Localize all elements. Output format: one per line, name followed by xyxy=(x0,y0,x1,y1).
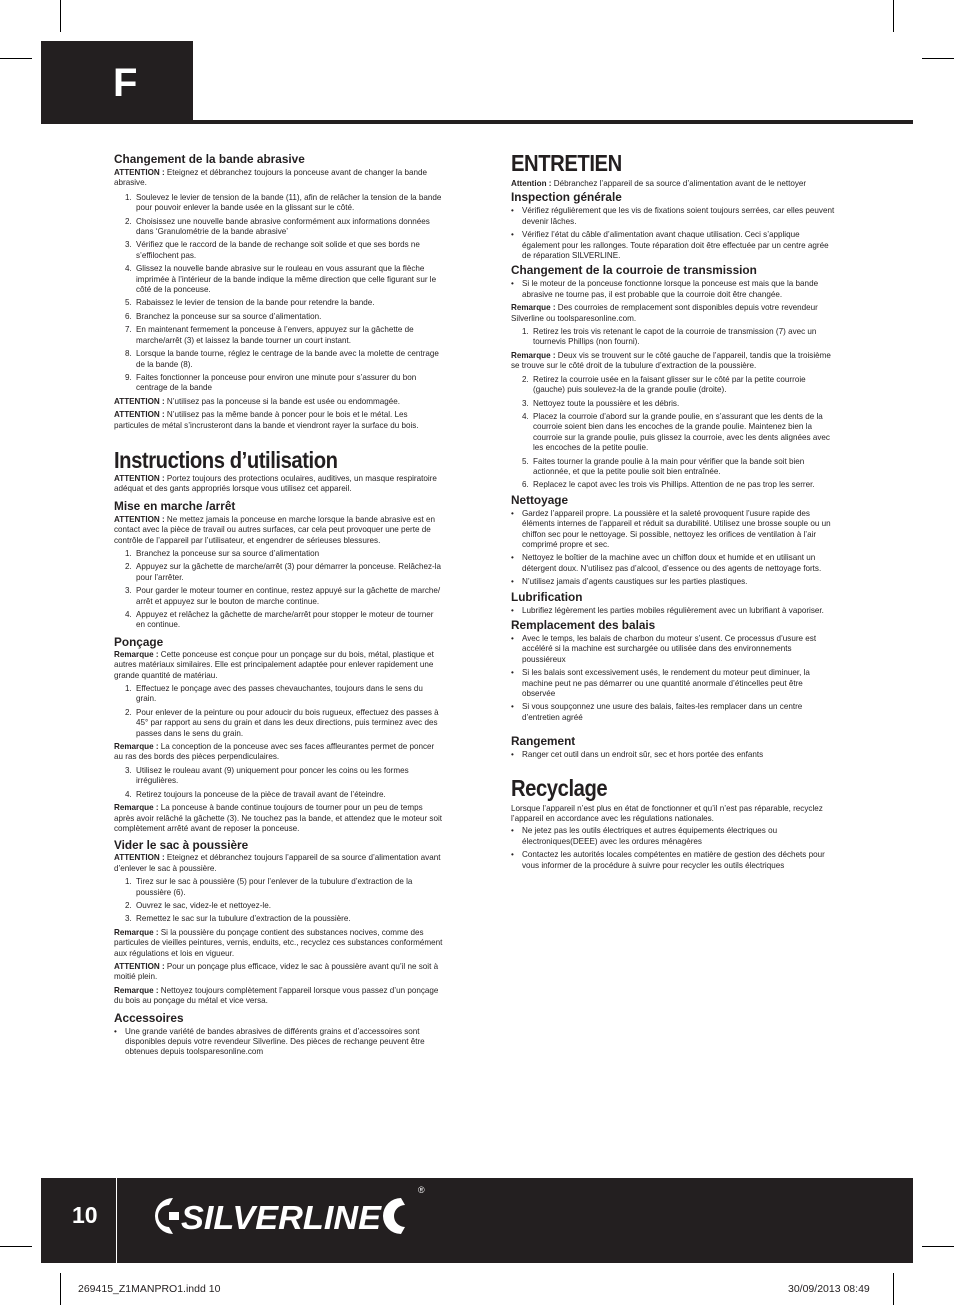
step-number: 1. xyxy=(125,684,132,694)
bullet-item: • Vérifiez régulièrement que les vis de fixations soient toujours serrées, car elles peuvent devenir lâches. xyxy=(511,206,836,227)
step-number: 4. xyxy=(125,264,132,274)
step-item xyxy=(114,217,444,238)
step-text: Retirez les trois vis retenant le capot de la courroie de transmission (7) avec un tournevis Phillips (non fourni). xyxy=(533,327,817,347)
step-item xyxy=(114,790,444,800)
section-heading: Accessoires xyxy=(114,1010,184,1025)
step-number: 4. xyxy=(522,411,529,421)
step-item xyxy=(114,708,444,739)
bullet-item: • Ne jetez pas les outils électriques et autres équipements électriques ou électroniques(DEEE) avec les ordures ménagères xyxy=(511,826,836,847)
section-heading: Inspection générale xyxy=(511,190,622,205)
bullet-list xyxy=(114,1027,444,1058)
step-item xyxy=(114,349,444,370)
step-item xyxy=(114,240,444,261)
step-number: 1. xyxy=(125,548,132,558)
section-heading: Lubrification xyxy=(511,589,583,604)
bullet-item: • N’utilisez jamais d’agents caustiques sur les parties plastiques. xyxy=(511,577,836,587)
remark-paragraph: Remarque : La ponceuse à bande continue toujours de tourner pour un peu de temps après avoir relâché la gâchette (3). Ne touchez pas la bande, et attendez que le moteur soit complètement arrêté avant de reposer la ponceuse. xyxy=(114,803,442,833)
bullet-item: • Lubrifiez légèrement les parties mobiles régulièrement avec un lubrifiant à vaporiser. xyxy=(511,606,836,616)
step-number: 2. xyxy=(125,562,132,572)
step-number: 5. xyxy=(522,456,529,466)
file-slug: 269415_Z1MANPRO1.indd 10 xyxy=(78,1283,221,1295)
step-text: Rabaissez le levier de tension de la bande pour retendre la bande. xyxy=(136,298,375,308)
step-text: Choisissez une nouvelle bande abrasive conformément aux informations données dans ‘Granulométrie de la bande abrasive’ xyxy=(136,216,430,237)
bullet-item: • Vérifiez l’état du câble d’alimentation avant chaque utilisation. Ceci s’applique également pour les rallonges. Toute réparation doit être effectuée par un centre agrée de réparation SILVERLINE. xyxy=(511,230,836,261)
step-item xyxy=(511,375,836,396)
step-item xyxy=(114,877,444,898)
step-item xyxy=(114,586,444,607)
crop-mark xyxy=(60,1273,61,1305)
warning-paragraph: Attention : Débranchez l’appareil de sa source d’alimentation avant de le nettoyer xyxy=(511,179,807,188)
numbered-list xyxy=(114,549,444,631)
warning-paragraph: ATTENTION : Eteignez et débranchez toujours l’appareil de sa source d’alimentation avant d’enlever le sac à poussière. xyxy=(114,853,441,873)
bullet-item: • Gardez l’appareil propre. La poussière et la saleté provoquent l’usure rapide des éléments internes de l’appareil et réduit sa durabilité. Utilisez une brosse souple ou un chiffon sec pour le nettoyage. Si possible, nettoyez les orifices de ventilation à l’air comprimé propre et sec. xyxy=(511,509,836,551)
step-number: 9. xyxy=(125,372,132,382)
step-item xyxy=(114,684,444,705)
step-number: 7. xyxy=(125,325,132,335)
warning-paragraph: ATTENTION : Eteignez et débranchez toujours la ponceuse avant de changer la bande abrasive. xyxy=(114,168,427,188)
step-text: Utilisez le rouleau avant (9) uniquement pour poncer les coins ou les formes irrégulières. xyxy=(136,765,409,786)
language-tab xyxy=(41,41,193,124)
bullet-list xyxy=(511,509,836,588)
step-number: 2. xyxy=(125,900,132,910)
registered-mark: ® xyxy=(418,1185,425,1195)
step-text: Appuyez et relâchez la gâchette de marche/arrêt pour stopper le moteur de tourner en continue. xyxy=(136,610,434,630)
bullet-item: • Nettoyez le boîtier de la machine avec un chiffon doux et humide et en utilisant un détergent doux. N’utilisez pas d’alcool, d’essence ou des agents de nettoyage forts. xyxy=(511,553,836,574)
body-paragraph: Lorsque l’appareil n’est plus en état de fonctionner et qu’il n’est pas réparable, recyclez l’appareil en accordance avec les régulations nationales. xyxy=(511,803,823,824)
step-number: 3. xyxy=(125,765,132,775)
bullet-item: • Avec le temps, les balais de charbon du moteur s’usent. Ce processus d’usure est accéléré si la machine est surchargée ou utilisée dans des environnements poussiéreux xyxy=(511,634,836,665)
remark-paragraph: Remarque : Des courroies de remplacement sont disponibles depuis votre revendeur Silverline ou toolsparesonline.com. xyxy=(511,303,818,323)
silverline-logo-icon xyxy=(133,1188,433,1244)
step-number: 2. xyxy=(125,707,132,717)
step-item xyxy=(114,373,444,394)
bullet-list xyxy=(511,750,836,760)
bullet-list xyxy=(511,634,836,723)
step-text: Pour garder le moteur tourner en continue, restez appuyé sur la gâchette de marche/ arrêt et appuyez sur le bouton de marche continue. xyxy=(136,586,441,606)
numbered-list xyxy=(511,375,836,491)
step-item xyxy=(114,298,444,308)
numbered-list xyxy=(114,877,444,925)
step-item xyxy=(511,457,836,478)
step-item xyxy=(114,264,444,295)
step-text: En maintenant fermement la ponceuse à l’envers, appuyez sur la gâchette de marche/arrêt (3) et laissez la bande tourner un court instant. xyxy=(136,325,414,345)
numbered-list xyxy=(114,684,444,739)
step-text: Vérifiez que le raccord de la bande de rechange soit solide et que ses bords ne s’effilochent pas. xyxy=(136,240,420,260)
step-number: 3. xyxy=(125,914,132,924)
step-text: Glissez la nouvelle bande abrasive sur le rouleau en vous assurant que la flèche imprimée à l’intérieur de la bande indique la même direction que celle figurant sur le côté de la ponceuse. xyxy=(136,264,437,295)
step-item xyxy=(114,914,444,924)
step-text: Branchez la ponceuse sur sa source d’alimentation xyxy=(136,548,320,558)
bullet-list xyxy=(511,279,836,300)
bullet-item: • Une grande variété de bandes abrasives de différents grains et d’accessoires sont disponibles depuis votre revendeur Silverline. Des pièces de rechange peuvent être obtenues depuis toolsparesonline.com xyxy=(114,1027,444,1058)
remark-paragraph: Remarque : Cette ponceuse est conçue pour un ponçage sur du bois, métal, plastique et autres matériaux similaires. Elle est principalement adaptée pour enlever rapidement une grande quantité de matériau. xyxy=(114,649,434,680)
step-item xyxy=(511,480,836,490)
step-number: 3. xyxy=(522,398,529,408)
warning-paragraph: ATTENTION : Pour un ponçage plus efficace, videz le sac à poussière avant qu’il ne soit à moitié plein. xyxy=(114,961,439,982)
section-heading: Changement de la bande abrasive xyxy=(114,152,305,166)
step-text: Tirez sur le sac à poussière (5) pour l’enlever de la tubulure d’extraction de la poussière (6). xyxy=(136,877,413,897)
step-item xyxy=(114,193,444,214)
warning-paragraph: ATTENTION : N’utilisez pas la même bande à poncer pour le bois et le métal. Les particules de métal s’incrusteront dans la bande et viendront rayer la surface du bois. xyxy=(114,410,419,430)
svg-text:SILVERLINE: SILVERLINE xyxy=(181,1199,383,1236)
footer-bar xyxy=(41,1178,913,1263)
step-text: Pour enlever de la peinture ou pour adoucir du bois rugueux, effectuez des passes à 45° par rapport au sens du grain et dans les deux directions, puis terminez avec des passes dans le sens du grain. xyxy=(136,707,439,738)
section-heading: Mise en marche /arrêt xyxy=(114,498,236,513)
numbered-list xyxy=(114,766,444,800)
section-title: ENTRETIEN xyxy=(511,150,622,176)
step-text: Branchez la ponceuse sur sa source d’alimentation. xyxy=(136,311,322,321)
step-number: 4. xyxy=(125,610,132,619)
section-heading: Nettoyage xyxy=(511,492,569,507)
section-title: Instructions d’utilisation xyxy=(114,446,338,473)
section-title: Recyclage xyxy=(511,774,608,801)
step-item xyxy=(511,412,836,454)
footer-divider xyxy=(116,1178,117,1263)
bullet-item: • Si vous soupçonnez une usure des balais, faites-les remplacer dans un centre d’entretien agréé xyxy=(511,702,836,723)
bullet-item: • Ranger cet outil dans un endroit sûr, sec et hors portée des enfants xyxy=(511,750,836,760)
step-item xyxy=(114,325,444,346)
bullet-item: • Si le moteur de la ponceuse fonctionne lorsque la ponceuse est mais que la bande abrasive ne tourne pas, il est probable que la courroie doit être changée. xyxy=(511,279,836,300)
left-column xyxy=(114,153,444,1061)
step-number: 2. xyxy=(522,374,529,384)
step-text: Faites tourner la grande poulie à la main pour vérifier que la bande soit bien actionnée, et que la petite poulie soit bien entraînée. xyxy=(533,456,805,476)
numbered-list xyxy=(114,193,444,394)
step-text: Appuyez sur la gâchette de marche/arrêt (3) pour démarrer la ponceuse. Relâchez-la pour l’arrêter. xyxy=(136,562,442,582)
crop-mark xyxy=(922,58,954,59)
warning-paragraph: ATTENTION : N’utilisez pas la ponceuse si la bande est usée ou endommagée. xyxy=(114,396,400,406)
page-number: 10 xyxy=(72,1202,98,1228)
bullet-item: • Si les balais sont excessivement usés, le rendement du moteur peut diminuer, la machine peut ne pas démarrer ou une quantité anormale d’étincelles peut être observée xyxy=(511,668,836,699)
warning-paragraph: ATTENTION : Ne mettez jamais la ponceuse en marche lorsque la bande abrasive est en contact avec la pièce de travail ou autres surfaces, car cela peut provoquer une perte de contrôle de l’appareil par l’utilisateur, et engendrer de sérieuses blessures. xyxy=(114,514,436,545)
step-number: 4. xyxy=(125,789,132,799)
header-rule xyxy=(193,120,913,124)
step-number: 2. xyxy=(125,216,132,226)
step-number: 6. xyxy=(125,311,132,321)
remark-paragraph: Remarque : Nettoyez toujours complètement l’appareil lorsque vous passez d’un ponçage du bois au ponçage du métal et vice versa. xyxy=(114,985,439,1006)
crop-mark xyxy=(893,0,894,32)
step-text: Replacez le capot avec les trois vis Phillips. Attention de ne pas trop les serrer. xyxy=(533,480,815,490)
step-item xyxy=(114,562,444,583)
right-column xyxy=(511,150,836,874)
step-number: 3. xyxy=(125,240,132,250)
section-heading: Changement de la courroie de transmission xyxy=(511,263,757,278)
crop-mark xyxy=(922,1246,954,1247)
numbered-list xyxy=(511,327,836,348)
step-item xyxy=(511,327,836,348)
crop-mark xyxy=(0,1246,32,1247)
step-text: Effectuez le ponçage avec des passes chevauchantes, toujours dans le sens du grain. xyxy=(136,684,423,704)
step-number: 6. xyxy=(522,480,529,490)
step-number: 1. xyxy=(125,192,132,202)
step-text: Retirez toujours la ponceuse de la pièce de travail avant de l’éteindre. xyxy=(136,789,386,799)
language-tab-label: F xyxy=(113,61,138,105)
step-text: Soulevez le levier de tension de la bande (11), afin de relâcher la tension de la bande pour pouvoir enlever la bande usée en la glissant sur le côté. xyxy=(136,192,442,213)
date-slug: 30/09/2013 08:49 xyxy=(788,1283,870,1295)
crop-mark xyxy=(0,58,32,59)
bullet-list xyxy=(511,826,836,871)
remark-paragraph: Remarque : Si la poussière du ponçage contient des substances nocives, comme des particules de vieilles peintures, vernis, enduits, etc., recyclez ces substances conformément aux régulations et lois en vigueur. xyxy=(114,927,443,958)
step-item xyxy=(114,901,444,911)
bullet-list xyxy=(511,606,836,616)
step-item xyxy=(511,399,836,409)
step-number: 8. xyxy=(125,349,132,359)
step-text: Lorsque la bande tourne, réglez le centrage de la bande avec la molette de centrage de la bande (8). xyxy=(136,349,439,369)
remark-paragraph: Remarque : La conception de la ponceuse avec ses faces affleurantes permet de poncer au ras des bords des pièces perpendiculaires. xyxy=(114,742,435,762)
crop-mark xyxy=(60,0,61,32)
crop-mark xyxy=(893,1273,894,1305)
bullet-item: • Contactez les autorités locales compétentes en matière de gestion des déchets pour vous informer de la procédure à suivre pour recycler les outils électriques xyxy=(511,850,836,871)
step-number: 1. xyxy=(522,327,529,337)
step-item xyxy=(114,312,444,322)
remark-paragraph: Remarque : Deux vis se trouvent sur le côté gauche de l’appareil, tandis que la troisième se trouve sur le côté droit de la tubulure d’extraction de la poussière. xyxy=(511,350,831,371)
step-number: 5. xyxy=(125,298,132,308)
section-heading: Rangement xyxy=(511,734,576,749)
bullet-list xyxy=(511,206,836,261)
section-heading: Remplacement des balais xyxy=(511,618,656,632)
step-number: 1. xyxy=(125,877,132,887)
section-heading: Vider le sac à poussière xyxy=(114,838,249,853)
step-text: Retirez la courroie usée en la faisant glisser sur le côté par la petite courroie (gauche) puis soulevez-la de la grande poulie (droite). xyxy=(533,374,806,395)
warning-paragraph: ATTENTION : Portez toujours des protections oculaires, auditives, un masque respiratoire adéquat et des gants appropriés lorsque vous utilisez cet appareil. xyxy=(114,473,437,494)
step-number: 3. xyxy=(125,586,132,596)
section-heading: Ponçage xyxy=(114,634,164,649)
step-text: Faites fonctionner la ponceuse pour environ une minute pour s’assurer du bon centrage de la bande xyxy=(136,372,417,393)
step-text: Ouvrez le sac, videz-le et nettoyez-le. xyxy=(136,900,271,910)
step-text: Nettoyez toute la poussière et les débris. xyxy=(533,398,680,408)
step-text: Placez la courroie d’abord sur la grande poulie, en s’assurant que les dents de la courroie soient bien dans les encoches de la grande poulie. Maintenez bien la courroie sur la grande poulie, puis glissez la courroie, avec les dents alignées avec les encoches de la petite poulie. xyxy=(533,411,830,453)
step-item xyxy=(114,766,444,787)
step-item xyxy=(114,549,444,559)
step-text: Remettez le sac sur la tubulure d’extraction de la poussière. xyxy=(136,914,351,924)
step-item xyxy=(114,610,444,631)
